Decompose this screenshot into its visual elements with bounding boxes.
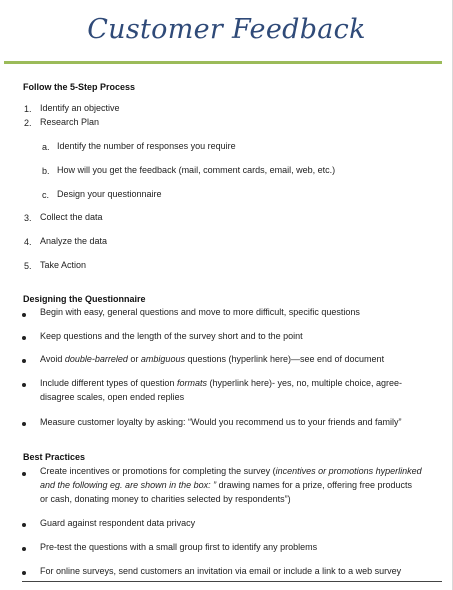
list-item: Pre-test the questions with a small group first to identify any problems	[40, 542, 318, 552]
list-item: For online surveys, send customers an invitation via email or include a link to a web survey	[40, 566, 402, 576]
bullet-dot	[22, 383, 26, 387]
list-item: Measure customer loyalty by asking: “Would you recommend us to your friends and family”	[40, 417, 402, 427]
step-text: Research Plan	[40, 117, 100, 127]
page-title: Customer Feedback	[87, 14, 366, 45]
substep-letter: a.	[42, 142, 50, 152]
substep-text: How will you get the feedback (mail, comment cards, email, web, etc.)	[57, 165, 336, 175]
step-text: Analyze the data	[40, 236, 108, 246]
section-heading-best-practices: Best Practices	[23, 452, 86, 462]
step-number: 4.	[24, 237, 32, 247]
title-rule	[4, 61, 442, 64]
step-text: Collect the data	[40, 212, 103, 222]
bullet-dot	[22, 359, 26, 363]
list-item-continued: or cash, donating money to charities selected by respondents”)	[40, 494, 291, 504]
bullet-dot	[22, 523, 26, 527]
substep-text: Identify the number of responses you require	[57, 141, 236, 151]
step-number: 5.	[24, 261, 32, 271]
bullet-dot	[22, 422, 26, 426]
bullet-dot	[22, 472, 26, 476]
bullet-dot	[22, 313, 26, 317]
substep-text: Design your questionnaire	[57, 189, 162, 199]
section-heading-questionnaire: Designing the Questionnaire	[23, 294, 146, 304]
list-item-continued: disagree scales, open ended replies	[40, 392, 185, 402]
substep-letter: b.	[42, 166, 50, 176]
list-item: Avoid double-barreled or ambiguous questions (hyperlink here)—see end of document	[40, 354, 385, 364]
list-item: Keep questions and the length of the survey short and to the point	[40, 331, 303, 341]
list-item: Guard against respondent data privacy	[40, 518, 196, 528]
step-number: 2.	[24, 118, 32, 128]
bullet-dot	[22, 571, 26, 575]
section-heading-process: Follow the 5-Step Process	[23, 82, 136, 92]
step-number: 3.	[24, 213, 32, 223]
list-item: Begin with easy, general questions and move to more difficult, specific questions	[40, 307, 360, 317]
list-item-continued: and the following eg. are shown in the box: ” drawing names for a prize, offering free products	[40, 480, 413, 490]
bullet-dot	[22, 547, 26, 551]
step-text: Identify an objective	[40, 103, 120, 113]
bullet-dot	[22, 336, 26, 340]
list-item: Include different types of question formats (hyperlink here)- yes, no, multiple choice, agree-	[40, 378, 403, 388]
substep-letter: c.	[42, 190, 50, 200]
step-number: 1.	[24, 104, 32, 114]
bottom-rule	[22, 581, 442, 582]
step-text: Take Action	[40, 260, 87, 270]
list-item: Create incentives or promotions for completing the survey (incentives or promotions hyperlinked	[40, 466, 422, 476]
